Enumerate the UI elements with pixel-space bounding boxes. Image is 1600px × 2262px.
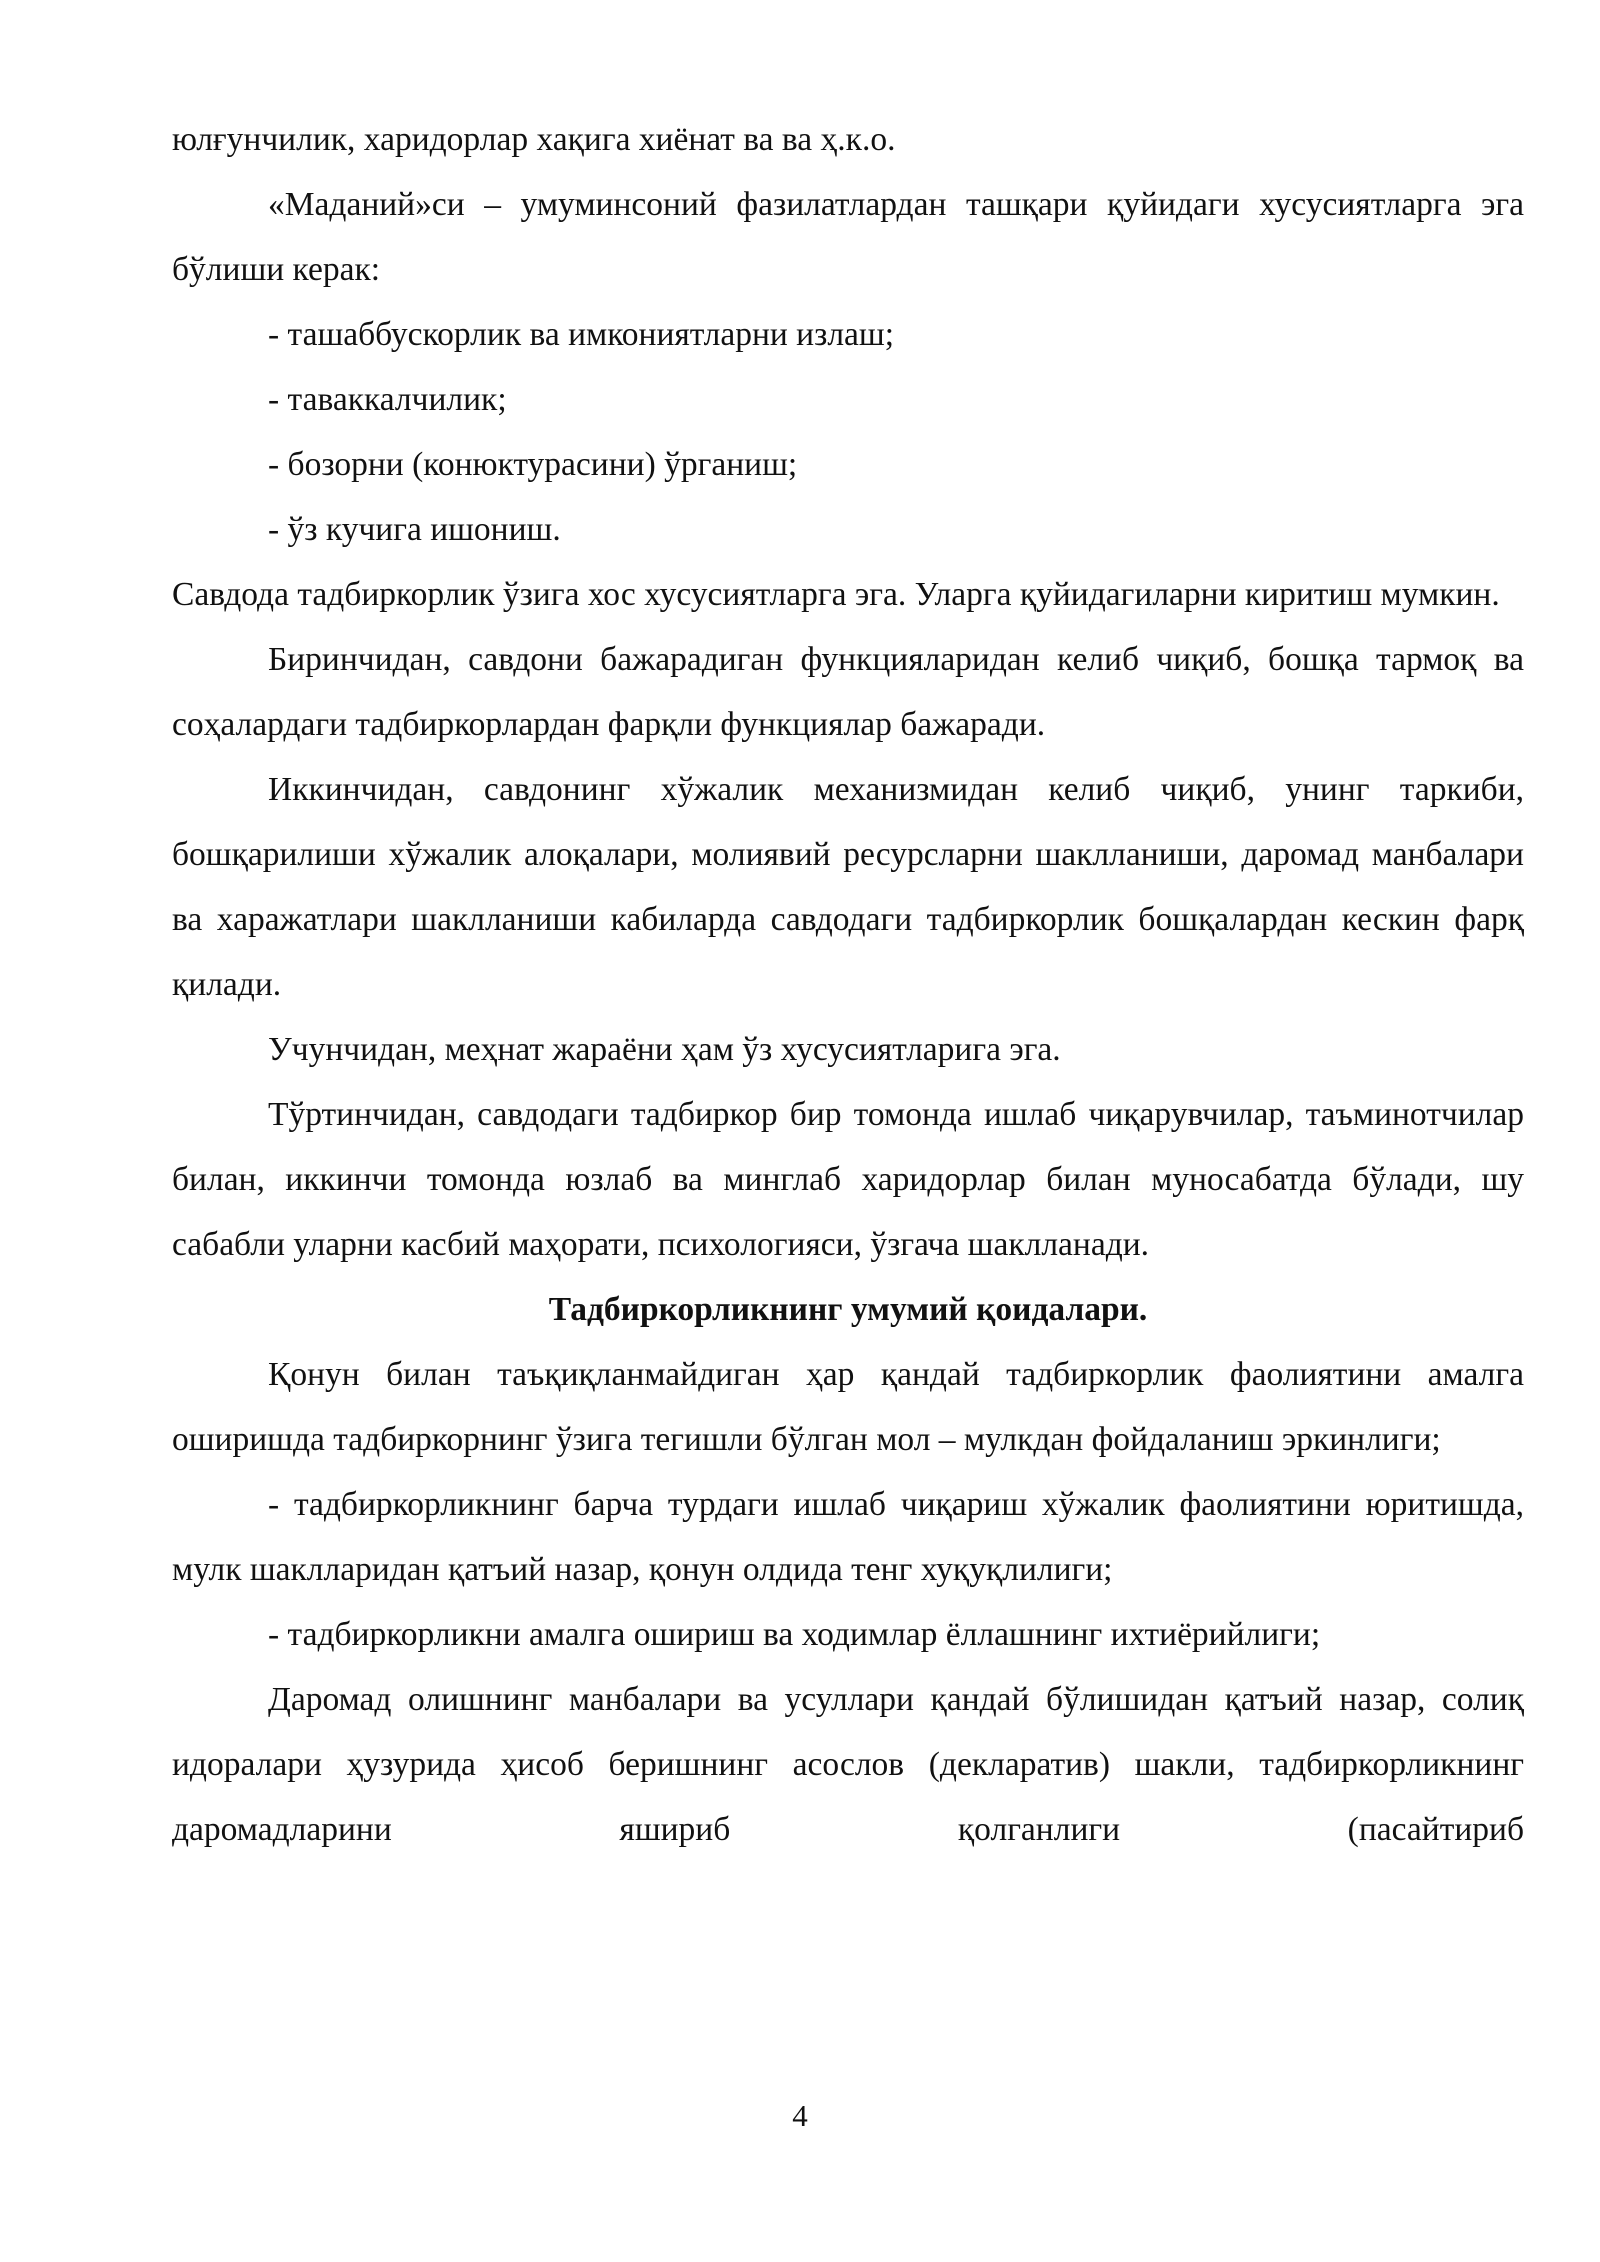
body-text xyxy=(172,107,1524,1862)
paragraph-fourth: Тўртинчидан, савдодаги тадбиркор бир томонда ишлаб чиқарувчилар, таъминотчилар билан, иккинчи томонда юзлаб ва минглаб харидорлар билан муносабатда бўлади, шу сабабли уларни касбий маҳорати, психологияси, ўзгача шаклланади. xyxy=(172,1096,1524,1263)
paragraph-law: Қонун билан таъқиқланмайдиган ҳар қандай тадбиркорлик фаолиятини амалга оширишда тадбиркорнинг ўзига тегишли бўлган мол – мулкдан фойдаланиш эркинлиги; xyxy=(172,1356,1524,1458)
list-item-equal-rights: - тадбиркорликнинг барча турдаги ишлаб чиқариш хўжалик фаолиятини юритишда, мулк шаклларидан қатъий назар, қонун олдида тенг хуқуқлилиги; xyxy=(172,1486,1524,1588)
paragraph-first: Биринчидан, савдони бажарадиган функцияларидан келиб чиқиб, бошқа тармоқ ва соҳалардаги тадбиркорлардан фарқли функциялар бажаради. xyxy=(172,641,1524,743)
paragraph-third: Учунчидан, меҳнат жараёни ҳам ўз хусусиятларига эга. xyxy=(268,1031,1061,1068)
list-item-risk: - таваккалчилик; xyxy=(268,381,507,418)
list-item-hiring: - тадбиркорликни амалга ошириш ва ходимлар ёллашнинг ихтиёрийлиги; xyxy=(268,1616,1321,1653)
paragraph-second: Иккинчидан, савдонинг хўжалик механизмидан келиб чиқиб, унинг таркиби, бошқарилиши хўжалик алоқалари, молиявий ресурсларни шаклланиши, даромад манбалари ва харажатлари шаклланиши кабиларда савдодаги тадбиркорлик бошқалардан кескин фарқ қилади. xyxy=(172,771,1524,1003)
paragraph-continuation: юлғунчилик, харидорлар хақига хиёнат ва ва ҳ.к.о. xyxy=(172,121,896,158)
list-item-initiative: - ташаббускорлик ва имкониятларни излаш; xyxy=(268,316,895,353)
paragraph-income: Даромад олишнинг манбалари ва усуллари қандай бўлишидан қатъий назар, солиқ идоралари ҳузурида ҳисоб беришнинг асослов (декларатив) шакли, тадбиркорликнинг даромадларини яшириб қолганлиги (пасайтириб xyxy=(172,1681,1524,1848)
page-number: 4 xyxy=(792,2098,808,2133)
paragraph-trade-features: Савдода тадбиркорлик ўзига хос хусусиятларга эга. Уларга қуйидагиларни киритиш мумкин. xyxy=(172,576,1500,613)
paragraph-madaniy: «Маданий»си – умуминсоний фазилатлардан ташқари қуйидаги хусусиятларга эга бўлиши керак: xyxy=(172,186,1524,288)
list-item-self-confidence: - ўз кучига ишониш. xyxy=(268,511,561,548)
list-item-market-study: - бозорни (конюктурасини) ўрганиш; xyxy=(268,446,798,483)
section-heading: Тадбиркорликнинг умумий қоидалари. xyxy=(548,1291,1148,1328)
